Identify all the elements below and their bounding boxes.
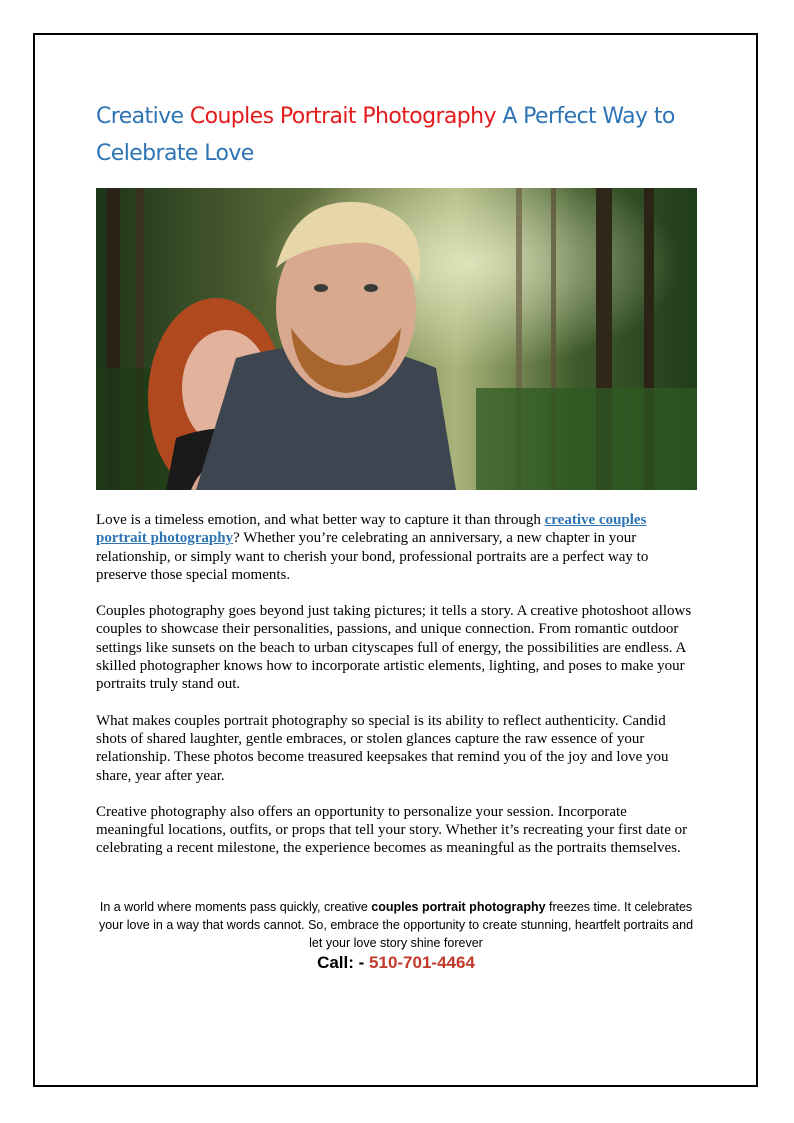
article-body [96,511,696,876]
phone-number[interactable]: 510-701-4464 [369,953,475,972]
creative-couples-link[interactable]: creative couples portrait photography [96,512,647,547]
closing-paragraph [96,898,696,952]
call-label: Call: - [317,953,370,972]
paragraph-1-text-start: Love is a timeless emotion, and what better way to capture it than through [96,512,545,528]
paragraph-1 [96,511,696,584]
title-part-3: A Perfect Way to Celebrate Love [96,104,675,166]
paragraph-1-text-end: ? Whether you’re celebrating an anniversary, a new chapter in your relationship, or simply want to cherish your bond, professional portraits are a perfect way to preserve those special moments. [96,530,649,583]
call-line [96,953,696,973]
closing-text-end: freezes time. It celebrates your love in a way that words cannot. So, embrace the opportunity to create stunning, heartfelt portraits and let your love story shine forever [98,900,694,950]
title-part-1: Creative [96,104,190,129]
paragraph-4: Creative photography also offers an opportunity to personalize your session. Incorporate meaningful locations, outfits, or props that tell your story. Whether it’s recreating your first date or celebrating a recent milestone, the experience becomes as meaningful as the portraits themselves. [96,803,688,857]
title-part-2: Couples Portrait Photography [189,104,496,129]
page-title [96,98,716,172]
couple-photo [96,188,697,490]
paragraph-3: What makes couples portrait photography so special is its ability to reflect authenticity. Candid shots of shared laughter, gentle embraces, or stolen glances capture the raw essence of your relationship. These photos become treasured keepsakes that remind you of the joy and love you share, year after year. [96,712,669,784]
closing-text-start: In a world where moments pass quickly, creative [99,900,372,914]
paragraph-2: Couples photography goes beyond just taking pictures; it tells a story. A creative photoshoot allows couples to showcase their personalities, passions, and unique connection. From romantic outdoor settings like sunsets on the beach to urban cityscapes full of energy, the possibilities are endless. A skilled photographer knows how to incorporate artistic elements, lighting, and poses to make your portraits truly stand out. [96,603,692,693]
closing-bold-text: couples portrait photography [371,900,546,914]
